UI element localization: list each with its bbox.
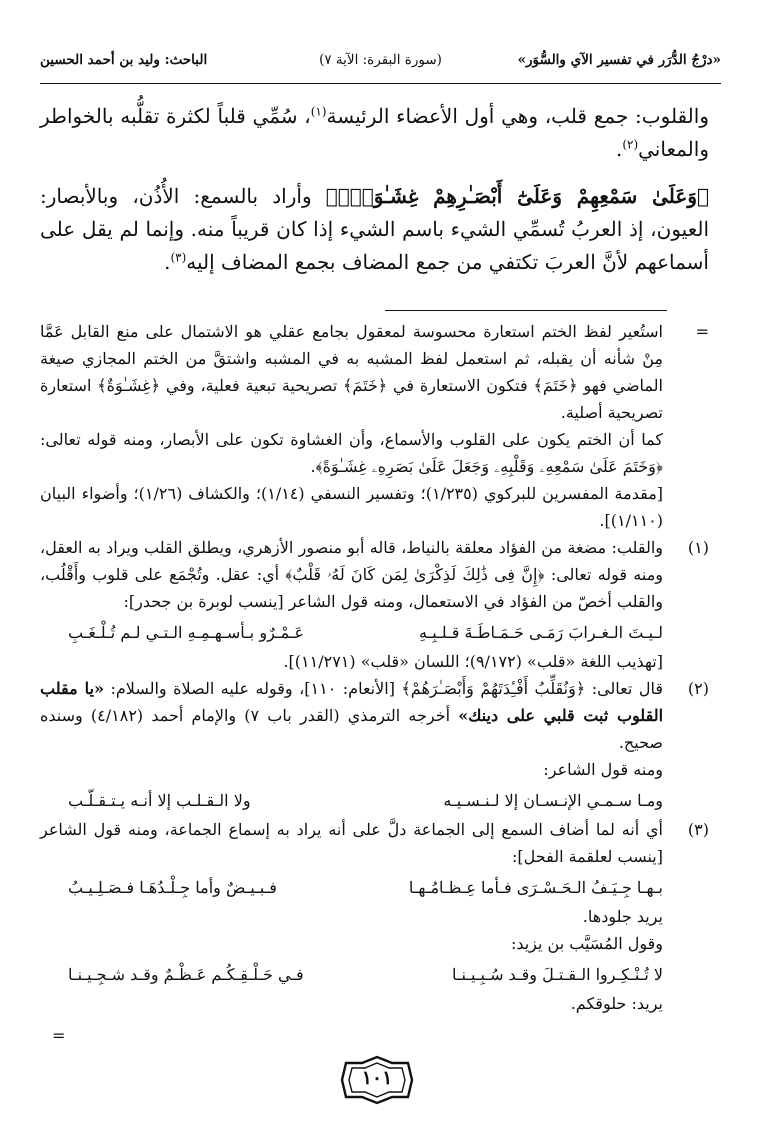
footnote-number: (١): [687, 538, 709, 557]
footnote-number: (٢): [687, 679, 709, 698]
footnote-citation: [مقدمة المفسرين للبركوي (١/٢٣٥)؛ وتفسير النسفي (١/١٤)؛ والكشاف (١/٢٦)؛ وأضواء البيان (١/١١٠)].: [40, 484, 664, 530]
footnote-citation: [تهذيب اللغة «قلب» (٩/١٧٢)؛ اللسان «قلب» (١١/٢٧١)].: [283, 652, 663, 671]
poetry-verse: [40, 961, 663, 988]
verse-first-hemistich: لا تُـنْـكِـروا الـقـتـلَ وقـد سُـبِـيـنـا: [451, 965, 663, 984]
sura-reference: (سورة البقرة: الآية ٧): [319, 52, 442, 68]
footnote-paragraph: يريد جلودها.: [582, 907, 663, 926]
footnote-paragraph: ومنه قول الشاعر:: [543, 760, 663, 779]
footnote-ref-2: (٢): [622, 137, 639, 152]
main-text-span: وأراد بالسمع: الأُذُن، وبالأبصار: العيون، إذ العربُ تُسمِّي الشيء باسم الشيء إذا كان قريباً منه. وإنما لم يقل على أسماعهم لأنَّ العربَ تكتفي من جمع المضاف بجمع المضاف إليه: [40, 184, 709, 274]
poetry-verse: [40, 787, 663, 814]
page-number: ١٠١: [361, 1067, 393, 1089]
footnote-2: [40, 675, 709, 814]
main-text: [40, 100, 709, 293]
poetry-verse: [40, 874, 663, 901]
main-text-span: والقلوب: جمع قلب، وهي أول الأعضاء الرئيسة: [326, 104, 709, 128]
footnote-paragraph: استُعير لفظ الختم استعارة محسوسة لمعقول بجامع عقلي هو الاشتمال على منع القابل عَمَّا مِنْ شأنه أن يقبله، ثم استعمل لفظ المشبه به في المشبه واشتقَّ من الختم المجازي صيغة الماضي فهو ﴿خَتَمَ﴾ فتكون الاستعارة في ﴿خَتَمَ﴾ تصريحية تبعية فعلية، وفي ﴿غِشَـٰوَةٌ﴾ استعارة تصريحية أصلية.: [40, 322, 663, 422]
footnotes: [40, 318, 709, 1017]
author-name: الباحث: وليد بن أحمد الحسين: [40, 52, 208, 68]
footnote-text-span: قال تعالى: ﴿وَنُقَلِّبُ أَفْـِٔدَتَهُمْ وَأَبْصَـٰرَهُمْ﴾ [الأنعام: ١١٠]، وقوله عليه الصلاة والسلام:: [103, 679, 663, 698]
verse-second-hemistich: ولا الـقـلـب إلا أنـه يـتـقـلّـب: [68, 791, 251, 810]
verse-second-hemistich: عَـمْـرٌو بـأسـهـمِـهِ الـتـي لـم تُـلْـغَـبِ: [68, 623, 305, 642]
header-rule: [40, 83, 721, 84]
main-text-span: ، سُمِّي قلباً لكثرة تقلُّبه بالخواطر والمعاني: [40, 104, 709, 161]
main-paragraph-2: [40, 180, 709, 279]
footnote-3: [40, 816, 709, 1017]
footnote-paragraph: كما أن الختم يكون على القلوب والأسماع، وأن الغشاوة تكون على الأبصار، ومنه قوله تعالى: ﴿وَخَتَمَ عَلَىٰ سَمْعِهِۦ وَقَلْبِهِۦ وَجَعَلَ عَلَىٰ بَصَرِهِۦ غِشَـٰوَةً﴾.: [40, 430, 663, 476]
footnote-paragraph: والقلب: مضغة من الفؤاد معلقة بالنياط، قاله أبو منصور الأزهري، ويطلق القلب ويراد به العقل، ومنه قوله تعالى: ﴿إِنَّ فِى ذَٰلِكَ لَذِكْرَىٰ لِمَن كَانَ لَهُۥ قَلْبٌ﴾ أي: عقل. وتُجْمَع على قلوب وأَقْلُب، والقلب أخصّ من الفؤاد في الاستعمال، ومنه قول الشاعر [ينسب لوبرة بن جحدر]:: [40, 538, 663, 611]
verse-first-hemistich: ومـا سـمـي الإنـسـان إلا لـنـسـيـه: [443, 791, 663, 810]
poetry-verse: [40, 619, 663, 646]
running-header: [40, 42, 721, 82]
footnote-paragraph: أي أنه لما أضاف السمع إلى الجماعة دلَّ على أنه يراد به إسماع الجماعة، ومنه قول الشاعر [ينسب لعلقمة الفحل]:: [40, 820, 663, 866]
footnote-paragraph: وقول المُسَيَّب بن يزيد:: [510, 934, 663, 953]
main-paragraph-1: [40, 100, 709, 166]
verse-second-hemistich: فـبـيـضٌ وأما جِـلْـدُهَـا فـصَـلِـيـبُ: [68, 878, 277, 897]
footnote-continued: [40, 318, 709, 534]
verse-second-hemistich: فـي حَـلْـقِـكُـم عَـظْـمٌ وقـد شـجِـيـنـا: [68, 965, 304, 984]
footnote-number: (٣): [687, 820, 709, 839]
verse-first-hemistich: لـيـتَ الـغـرابَ رَمَـى حَـمَـاطَـةَ قـلـبِـهِ: [418, 623, 663, 642]
continuation-mark: =: [52, 1026, 66, 1045]
footnote-paragraph: يريد: حلوقكم.: [570, 994, 663, 1013]
main-text-span: .: [164, 250, 171, 274]
footnote-paragraph: [40, 675, 663, 756]
continuation-marker: =: [695, 322, 709, 341]
hadith-quote: «يا مقلب القلوب ثبت قلبي على دينك»: [40, 679, 664, 725]
book-title: «درْجُ الدُّرَر في تفسير الآي والسُّوَر»: [517, 52, 721, 68]
verse-first-hemistich: بـهـا جِـيَـفُ الـحَـسْـرَى فـأما عِـظـامُـهـا: [408, 878, 663, 897]
footnote-ref-3: (٣): [170, 250, 187, 265]
footnote-ref-1: (١): [310, 104, 327, 119]
page-number-emblem: [340, 1055, 414, 1105]
quran-quote: ﴿وَعَلَىٰ سَمْعِهِمْ وَعَلَىٰٓ أَبْصَـٰرِهِمْ غِشَـٰوَةٌۭ﴾: [325, 184, 709, 208]
footnote-separator: [385, 310, 667, 311]
footnote-1: [40, 534, 709, 675]
footnote-text-span: أخرجه الترمذي (القدر باب ٧) والإمام أحمد (٤/١٨٢) وسنده صحيح.: [40, 706, 663, 752]
main-text-span: .: [615, 137, 623, 161]
